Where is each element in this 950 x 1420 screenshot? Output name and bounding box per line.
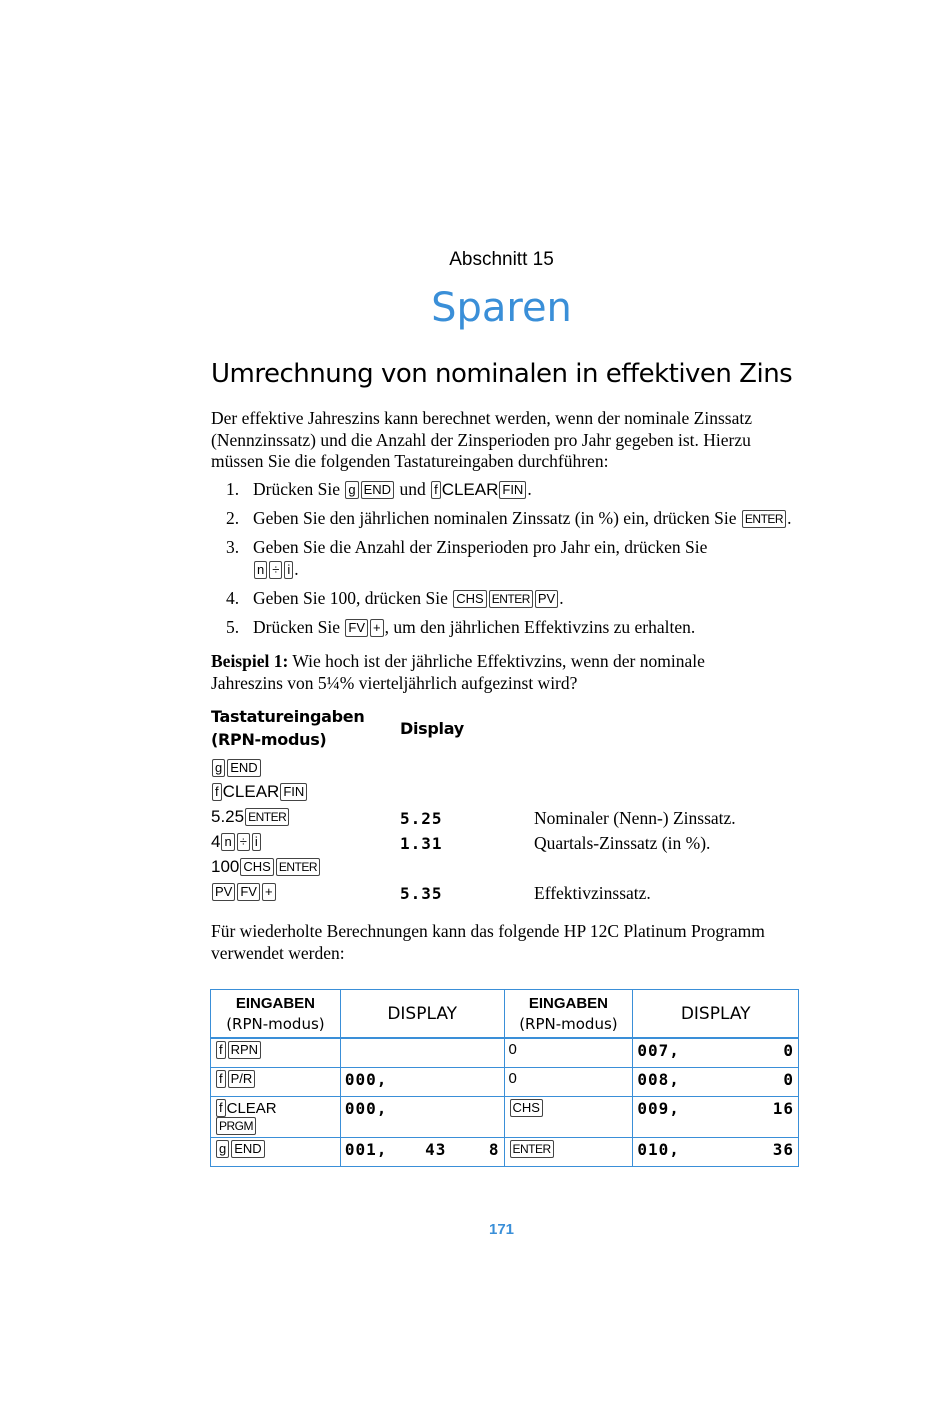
pv-key: PV xyxy=(535,590,558,608)
table-row xyxy=(211,1097,799,1138)
example-display-header: Display xyxy=(400,719,464,738)
program-input: 0 xyxy=(504,1038,633,1068)
program-intro: Für wiederholte Berechnungen kann das folgende HP 12C Platinum Programm verwendet werden: xyxy=(211,921,765,963)
program-input xyxy=(211,1038,341,1068)
clear-label: CLEAR xyxy=(441,480,499,499)
example-inputs-header: Tastatureingaben (RPN-modus) xyxy=(211,707,365,749)
f-key: f xyxy=(212,783,222,801)
example-row-3: 5.25 ENTER xyxy=(211,805,290,829)
inputs-column-header: EINGABEN (RPN-modus) xyxy=(211,990,341,1039)
example-note-6: Effektivzinssatz. xyxy=(534,883,651,903)
table-row xyxy=(211,1068,799,1097)
enter-key: ENTER xyxy=(276,858,320,876)
program-display: 008, 0 xyxy=(633,1068,799,1097)
step-2: 2. Geben Sie den jährlichen nominalen Zinssatz (in %) ein, drücken Sie ENTER . xyxy=(226,508,792,528)
plus-key: + xyxy=(370,619,384,637)
example-row-4: 4 n ÷ i xyxy=(211,830,262,854)
display-column-header: DISPLAY xyxy=(340,990,504,1039)
i-key: i xyxy=(252,833,261,851)
pv-key: PV xyxy=(212,883,235,901)
step-5: 5. Drücken Sie FV + , um den jährlichen Effektivzins zu erhalten. xyxy=(226,617,696,637)
n-key: n xyxy=(254,561,267,579)
example-note-4: Quartals-Zinssatz (in %). xyxy=(534,833,711,853)
program-display: 000, xyxy=(340,1068,504,1097)
chs-key: CHS xyxy=(240,858,273,876)
end-key: END xyxy=(231,1140,264,1158)
step-4: 4. Geben Sie 100, drücken Sie CHS ENTER PV . xyxy=(226,588,564,608)
display-column-header: DISPLAY xyxy=(633,990,799,1039)
rpn-key: RPN xyxy=(228,1041,261,1059)
program-input xyxy=(504,1138,633,1167)
prgm-key: PRGM xyxy=(216,1117,256,1135)
program-table xyxy=(210,989,799,1167)
page-number: 171 xyxy=(488,1221,515,1238)
chs-key: CHS xyxy=(453,590,486,608)
clear-label: CLEAR xyxy=(222,782,280,801)
end-key: END xyxy=(227,759,260,777)
end-key: END xyxy=(361,481,394,499)
example-row-5: 100 CHS ENTER xyxy=(211,855,321,879)
example-row-6 xyxy=(211,880,277,904)
f-key: f xyxy=(431,481,441,499)
chs-key: CHS xyxy=(510,1099,543,1117)
program-display: 000, xyxy=(340,1097,504,1138)
program-display: 001, 43 8 xyxy=(340,1138,504,1167)
inputs-column-header: EINGABEN (RPN-modus) xyxy=(504,990,633,1039)
g-key: g xyxy=(345,481,358,499)
g-key: g xyxy=(212,759,225,777)
program-input xyxy=(504,1097,633,1138)
fv-key: FV xyxy=(237,883,260,901)
example-display-6: 5.35 xyxy=(400,884,443,903)
step-1: 1. Drücken Sie g END und f CLEAR FIN . xyxy=(226,479,532,499)
program-input xyxy=(211,1138,341,1167)
program-display xyxy=(340,1038,504,1068)
program-table-header xyxy=(211,990,799,1039)
table-row xyxy=(211,1138,799,1167)
section-label: Abschnitt 15 xyxy=(449,249,554,270)
n-key: n xyxy=(221,833,234,851)
f-key: f xyxy=(216,1070,226,1088)
example-paragraph: Beispiel 1: Wie hoch ist der jährliche Effektivzins, wenn der nominale Jahreszins von 5¼% vierteljährlich aufgezinst wird? xyxy=(211,651,705,693)
table-row xyxy=(211,1038,799,1068)
section-heading: Umrechnung von nominalen in effektiven Zins xyxy=(211,359,793,389)
program-display: 010, 36 xyxy=(633,1138,799,1167)
plus-key: + xyxy=(262,883,276,901)
intro-paragraph: Der effektive Jahreszins kann berechnet werden, wenn der nominale Zinssatz (Nennzinssatz) und die Anzahl der Zinsperioden pro Jahr gegeben ist. Hierzu müssen Sie die folgenden Tastatureingaben durchführen: xyxy=(211,408,752,471)
enter-key: ENTER xyxy=(489,590,533,608)
example-row-2 xyxy=(211,780,308,804)
i-key: i xyxy=(284,561,293,579)
divide-key: ÷ xyxy=(269,561,282,579)
enter-key: ENTER xyxy=(742,510,786,528)
example-note-3: Nominaler (Nenn-) Zinssatz. xyxy=(534,808,736,828)
fv-key: FV xyxy=(345,619,368,637)
g-key: g xyxy=(216,1140,229,1158)
pr-key: P/R xyxy=(228,1070,256,1088)
f-key: f xyxy=(216,1041,226,1059)
step-3: 3. Geben Sie die Anzahl der Zinsperioden pro Jahr ein, drücken Sie n ÷ i . xyxy=(226,537,708,579)
fin-key: FIN xyxy=(499,481,526,499)
example-row-1 xyxy=(211,756,262,780)
example-display-4: 1.31 xyxy=(400,834,443,853)
chapter-title: Sparen xyxy=(431,285,572,331)
enter-key: ENTER xyxy=(245,808,289,826)
enter-key: ENTER xyxy=(510,1140,554,1158)
fin-key: FIN xyxy=(280,783,307,801)
program-display: 007, 0 xyxy=(633,1038,799,1068)
f-key: f xyxy=(216,1099,226,1117)
program-input xyxy=(211,1097,341,1138)
divide-key: ÷ xyxy=(237,833,250,851)
clear-label: CLEAR xyxy=(226,1100,277,1117)
program-input xyxy=(211,1068,341,1097)
program-input: 0 xyxy=(504,1068,633,1097)
program-display: 009, 16 xyxy=(633,1097,799,1138)
example-display-3: 5.25 xyxy=(400,809,443,828)
